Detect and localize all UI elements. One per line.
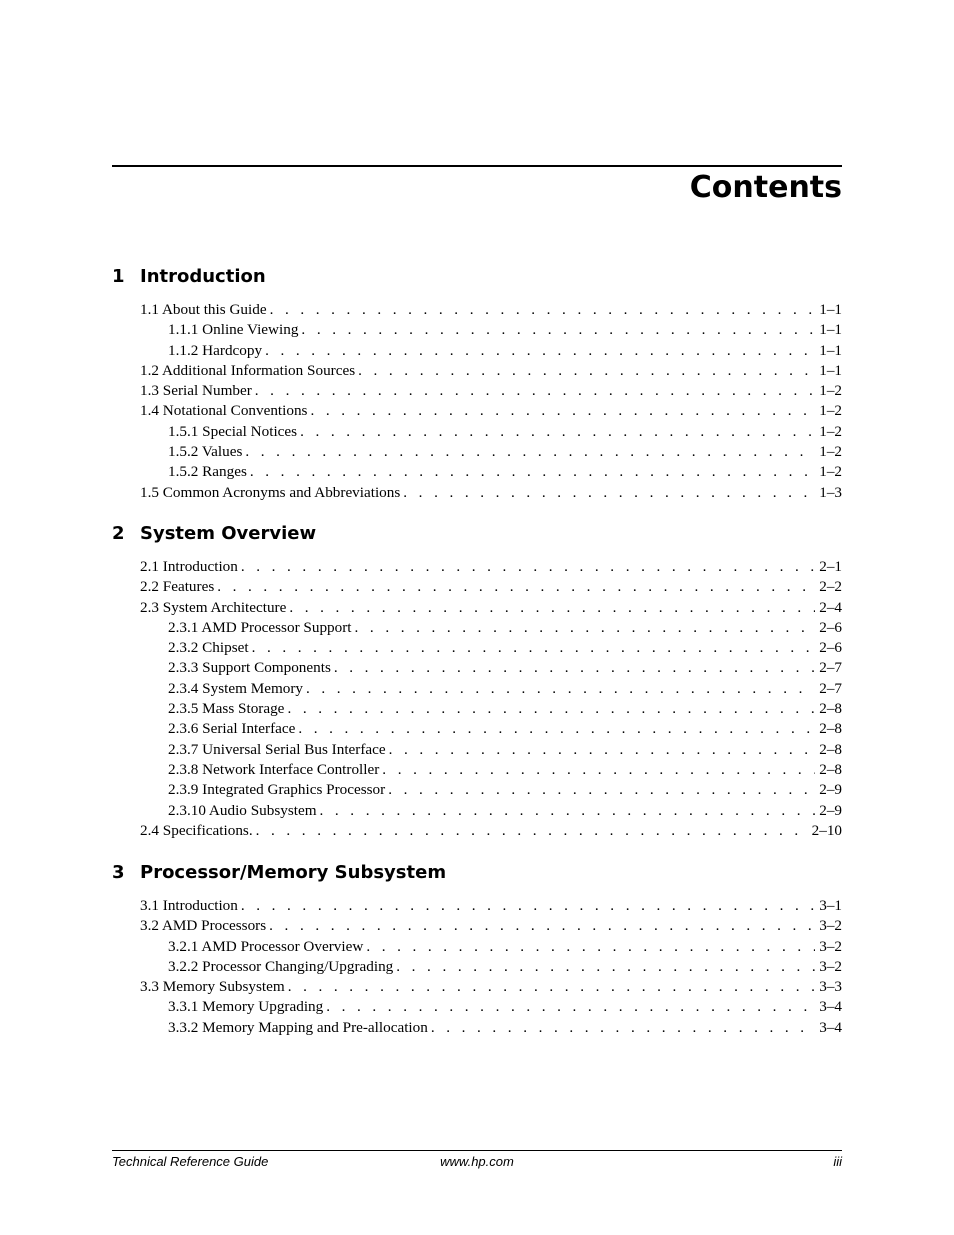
dot-leader [355, 618, 816, 638]
dot-leader [396, 957, 815, 977]
chapter-title: Processor/Memory Subsystem [140, 862, 447, 883]
toc-entry[interactable] [140, 638, 842, 658]
toc-entry[interactable] [140, 896, 842, 916]
dot-leader [326, 997, 815, 1017]
toc-entry-page: 2–8 [819, 700, 842, 718]
toc-entry[interactable] [140, 957, 842, 977]
toc-entry-page: 1–2 [819, 422, 842, 440]
dot-leader [217, 577, 815, 597]
toc-entry[interactable] [140, 401, 842, 421]
toc-entry-page: 2–2 [819, 578, 842, 596]
toc-entry-label: 2.3.9 Integrated Graphics Processor [168, 781, 386, 799]
header-rule [112, 165, 842, 167]
toc-entry-page: 2–9 [819, 801, 842, 819]
toc-entry-page: 1–1 [819, 361, 842, 379]
toc-entry-label: 1.5 Common Acronyms and Abbreviations [140, 483, 401, 501]
toc-entry-label: 2.2 Features [140, 578, 215, 596]
toc-entry-page: 3–3 [819, 978, 842, 996]
toc-entry[interactable] [140, 699, 842, 719]
dot-leader [334, 658, 815, 678]
toc-entry-label: 1.5.1 Special Notices [168, 422, 298, 440]
dot-leader [289, 598, 815, 618]
dot-leader [389, 740, 816, 760]
toc-entry-page: 2–1 [819, 558, 842, 575]
toc-entry-label: 3.3.1 Memory Upgrading [168, 998, 324, 1016]
toc-entry-page: 1–1 [819, 321, 842, 339]
toc-entry-label: 2.3.6 Serial Interface [168, 720, 296, 738]
toc-entry[interactable] [140, 658, 842, 678]
toc-entry[interactable] [140, 361, 842, 381]
toc-entry-label: 3.3 Memory Subsystem [140, 978, 285, 996]
toc-entry[interactable] [140, 483, 842, 503]
dot-leader [270, 300, 816, 320]
dot-leader [241, 896, 815, 916]
toc-entry-label: 3.2.2 Processor Changing/Upgrading [168, 957, 394, 975]
dot-leader [250, 462, 815, 482]
toc-entry-page: 3–1 [819, 897, 842, 914]
toc-entry-page: 1–2 [819, 382, 842, 400]
toc-entry-page: 3–2 [819, 917, 842, 935]
dot-leader [255, 381, 815, 401]
toc-entry[interactable] [140, 821, 842, 841]
dot-leader [403, 483, 815, 503]
toc-entry[interactable] [140, 618, 842, 638]
toc-entry[interactable] [140, 381, 842, 401]
dot-leader [241, 557, 815, 577]
chapter-number: 2 [112, 523, 125, 544]
toc-entry[interactable] [140, 577, 842, 597]
chapter-heading-3 [112, 862, 842, 884]
dot-leader [265, 341, 815, 361]
page-title: Contents [689, 170, 842, 205]
toc-entry-label: 1.3 Serial Number [140, 382, 252, 400]
toc-entry-label: 3.2 AMD Processors [140, 917, 267, 935]
dot-leader [252, 638, 816, 658]
toc-entry[interactable] [140, 341, 842, 361]
chapter-heading-2 [112, 523, 842, 545]
toc-entry-page: 2–9 [819, 781, 842, 799]
toc-entry-label: 2.3.1 AMD Processor Support [168, 618, 352, 636]
footer-page-number: iii [833, 1154, 842, 1169]
toc-entry-page: 2–7 [819, 679, 842, 697]
dot-leader [382, 760, 815, 780]
toc-entry[interactable] [140, 937, 842, 957]
toc-entry[interactable] [140, 442, 842, 462]
dot-leader [288, 977, 816, 997]
toc-entry-page: 2–7 [819, 659, 842, 677]
toc-entry-page: 3–4 [819, 998, 842, 1016]
toc-entry-label: 2.3.3 Support Components [168, 659, 331, 677]
toc-section-3 [140, 896, 842, 1038]
toc-entry-label: 2.3.10 Audio Subsystem [168, 801, 317, 819]
toc-entry[interactable] [140, 916, 842, 936]
toc-entry-page: 3–2 [819, 937, 842, 955]
toc-entry[interactable] [140, 719, 842, 739]
dot-leader [366, 937, 815, 957]
toc-entry[interactable] [140, 557, 842, 577]
footer-url[interactable]: www.hp.com [440, 1154, 514, 1169]
dot-leader [298, 719, 815, 739]
toc-entry-label: 2.3.4 System Memory [168, 679, 303, 697]
toc-entry-label: 2.3.5 Mass Storage [168, 700, 285, 718]
toc-entry-label: 2.3.2 Chipset [168, 639, 249, 657]
toc-entry-label: 1.1.1 Online Viewing [168, 321, 299, 339]
toc-entry-label: 1.1.2 Hardcopy [168, 341, 263, 359]
toc-entry-label: 2.1 Introduction [140, 558, 238, 575]
toc-entry-label: 2.3 System Architecture [140, 598, 287, 616]
toc-entry-page: 2–4 [819, 598, 842, 616]
dot-leader [256, 821, 808, 841]
toc-entry-page: 3–2 [819, 957, 842, 975]
toc-entry-page: 1–3 [819, 483, 842, 501]
toc-entry[interactable] [140, 780, 842, 800]
toc-entry-label: 2.3.8 Network Interface Controller [168, 760, 380, 778]
chapter-heading-1 [112, 266, 842, 288]
chapter-number: 1 [112, 266, 125, 287]
toc-entry-label: 2.3.7 Universal Serial Bus Interface [168, 740, 386, 758]
toc-entry[interactable] [140, 300, 842, 320]
toc-entry-label: 1.5.2 Values [168, 443, 243, 461]
toc-entry-page: 2–8 [819, 720, 842, 738]
chapter-title: Introduction [140, 266, 266, 287]
toc-section-1 [140, 300, 842, 503]
toc-entry-label: 3.2.1 AMD Processor Overview [168, 937, 364, 955]
dot-leader [301, 320, 815, 340]
toc-entry[interactable] [140, 760, 842, 780]
toc-entry-label: 1.2 Additional Information Sources [140, 361, 356, 379]
toc-entry-label: 1.4 Notational Conventions [140, 402, 308, 420]
toc-entry[interactable] [140, 462, 842, 482]
toc-entry-page: 1–1 [819, 341, 842, 359]
toc-entry-page: 1–2 [819, 402, 842, 420]
toc-entry[interactable] [140, 1018, 842, 1038]
toc-entry-page: 2–6 [819, 618, 842, 636]
dot-leader [388, 780, 815, 800]
toc-entry-label: 3.1 Introduction [140, 897, 238, 914]
dot-leader [310, 401, 815, 421]
toc-entry[interactable] [140, 422, 842, 442]
toc-entry-page: 1–1 [819, 301, 842, 318]
toc-entry[interactable] [140, 997, 842, 1017]
toc-entry[interactable] [140, 977, 842, 997]
toc-entry[interactable] [140, 320, 842, 340]
footer-rule [112, 1150, 842, 1151]
toc-section-2 [140, 557, 842, 841]
toc-entry-page: 2–6 [819, 639, 842, 657]
toc-entry-page: 3–4 [819, 1018, 842, 1036]
toc-entry[interactable] [140, 598, 842, 618]
dot-leader [306, 679, 815, 699]
toc-entry-page: 2–8 [819, 740, 842, 758]
toc-entry[interactable] [140, 801, 842, 821]
toc-entry-page: 2–10 [811, 821, 842, 839]
dot-leader [245, 442, 815, 462]
dot-leader [269, 916, 815, 936]
toc-entry-label: 1.1 About this Guide [140, 301, 267, 318]
footer-guide-title: Technical Reference Guide [112, 1154, 269, 1169]
dot-leader [287, 699, 815, 719]
toc-entry-page: 2–8 [819, 760, 842, 778]
toc-entry-label: 2.4 Specifications. [140, 821, 253, 839]
dot-leader [320, 801, 816, 821]
toc-entry-page: 1–2 [819, 443, 842, 461]
chapter-title: System Overview [140, 523, 317, 544]
dot-leader [358, 361, 815, 381]
dot-leader [300, 422, 815, 442]
toc-entry[interactable] [140, 679, 842, 699]
toc-entry[interactable] [140, 740, 842, 760]
dot-leader [431, 1018, 815, 1038]
toc-entry-label: 1.5.2 Ranges [168, 463, 247, 481]
toc-entry-page: 1–2 [819, 463, 842, 481]
chapter-number: 3 [112, 862, 125, 883]
toc-entry-label: 3.3.2 Memory Mapping and Pre-allocation [168, 1018, 428, 1036]
